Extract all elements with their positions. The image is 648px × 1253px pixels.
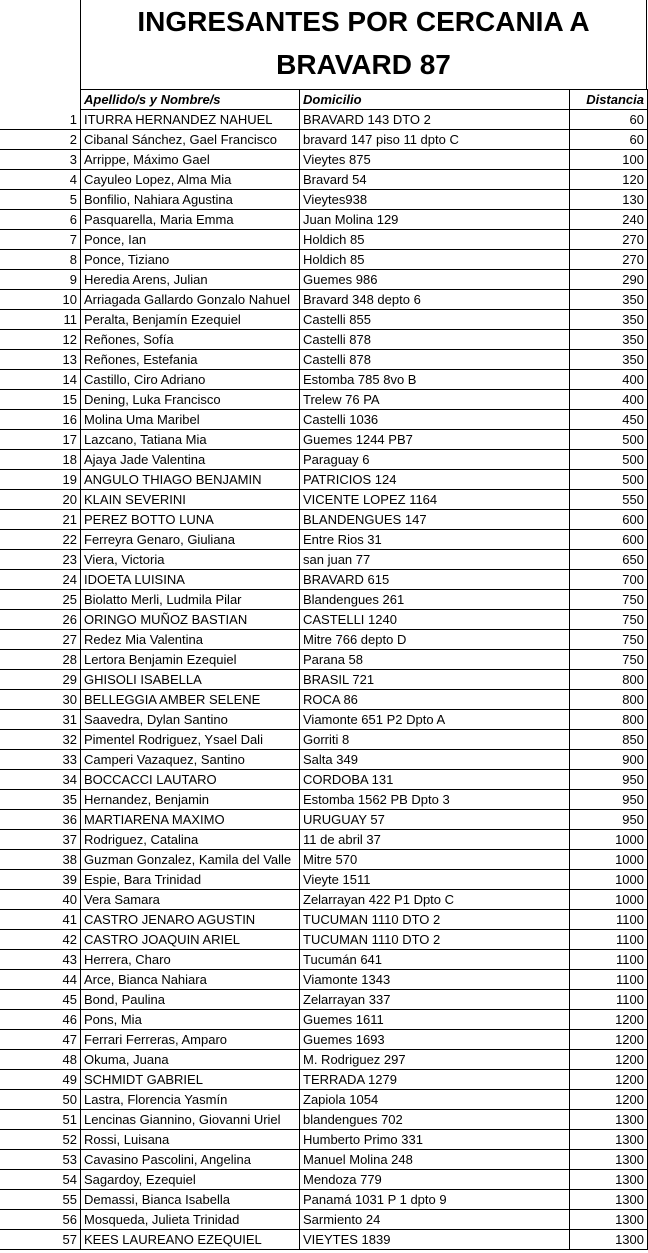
cell-name[interactable]: Lastra, Florencia Yasmín — [81, 1090, 300, 1110]
row-number[interactable]: 4 — [0, 170, 81, 190]
row-number[interactable]: 41 — [0, 910, 81, 930]
cell-name[interactable]: Reñones, Estefania — [81, 350, 300, 370]
table-row — [0, 1010, 648, 1030]
cell-distance[interactable]: 1100 — [570, 930, 648, 950]
cell-distance[interactable]: 1300 — [570, 1170, 648, 1190]
cell-address[interactable]: ROCA 86 — [300, 690, 570, 710]
table-row — [0, 830, 648, 850]
table-row — [0, 150, 648, 170]
cell-address[interactable]: URUGUAY 57 — [300, 810, 570, 830]
cell-address[interactable]: Mitre 570 — [300, 850, 570, 870]
cell-name[interactable]: Espie, Bara Trinidad — [81, 870, 300, 890]
table-row — [0, 990, 648, 1010]
cell-address[interactable]: Castelli 1036 — [300, 410, 570, 430]
cell-distance[interactable]: 500 — [570, 470, 648, 490]
cell-distance[interactable]: 60 — [570, 110, 648, 130]
cell-address[interactable]: Blandengues 261 — [300, 590, 570, 610]
title-line-1: INGRESANTES POR CERCANIA A — [137, 6, 590, 37]
cell-address[interactable]: Parana 58 — [300, 650, 570, 670]
table-row — [0, 570, 648, 590]
table-row — [0, 770, 648, 790]
table-row — [0, 910, 648, 930]
cell-address[interactable]: VICENTE LOPEZ 1164 — [300, 490, 570, 510]
row-number[interactable]: 8 — [0, 250, 81, 270]
cell-distance[interactable]: 550 — [570, 490, 648, 510]
cell-distance[interactable]: 130 — [570, 190, 648, 210]
table-row — [0, 390, 648, 410]
cell-name[interactable]: Reñones, Sofía — [81, 330, 300, 350]
cell-name[interactable]: Ferrari Ferreras, Amparo — [81, 1030, 300, 1050]
cell-address[interactable]: Zelarrayan 422 P1 Dpto C — [300, 890, 570, 910]
row-number[interactable]: 12 — [0, 330, 81, 350]
cell-name[interactable]: Rodriguez, Catalina — [81, 830, 300, 850]
row-number[interactable]: 39 — [0, 870, 81, 890]
row-number[interactable]: 47 — [0, 1030, 81, 1050]
cell-distance[interactable]: 750 — [570, 650, 648, 670]
cell-distance[interactable]: 1200 — [570, 1070, 648, 1090]
row-number[interactable]: 55 — [0, 1190, 81, 1210]
table-row — [0, 1190, 648, 1210]
row-number[interactable]: 17 — [0, 430, 81, 450]
cell-distance[interactable]: 350 — [570, 290, 648, 310]
row-number[interactable]: 51 — [0, 1110, 81, 1130]
cell-address[interactable]: Vieytes938 — [300, 190, 570, 210]
cell-distance[interactable]: 400 — [570, 390, 648, 410]
table-row — [0, 1210, 648, 1230]
cell-address[interactable]: Guemes 1693 — [300, 1030, 570, 1050]
cell-name[interactable]: Bonfilio, Nahiara Agustina — [81, 190, 300, 210]
row-number[interactable]: 46 — [0, 1010, 81, 1030]
cell-name[interactable]: Lencinas Giannino, Giovanni Uriel — [81, 1110, 300, 1130]
header-name[interactable]: Apellido/s y Nombre/s — [81, 90, 300, 110]
cell-address[interactable]: BRAVARD 615 — [300, 570, 570, 590]
row-number[interactable]: 7 — [0, 230, 81, 250]
cell-name[interactable]: CASTRO JENARO AGUSTIN — [81, 910, 300, 930]
cell-address[interactable]: Viamonte 651 P2 Dpto A — [300, 710, 570, 730]
cell-name[interactable]: Pons, Mia — [81, 1010, 300, 1030]
cell-name[interactable]: Guzman Gonzalez, Kamila del Valle — [81, 850, 300, 870]
cell-address[interactable]: VIEYTES 1839 — [300, 1230, 570, 1250]
cell-name[interactable]: Peralta, Benjamín Ezequiel — [81, 310, 300, 330]
cell-name[interactable]: Lertora Benjamin Ezequiel — [81, 650, 300, 670]
table-row — [0, 750, 648, 770]
cell-distance[interactable]: 600 — [570, 530, 648, 550]
cell-distance[interactable]: 750 — [570, 630, 648, 650]
cell-name[interactable]: Hernandez, Benjamin — [81, 790, 300, 810]
table-row — [0, 650, 648, 670]
cell-distance[interactable]: 350 — [570, 310, 648, 330]
cell-name[interactable]: Arce, Bianca Nahiara — [81, 970, 300, 990]
row-number[interactable]: 10 — [0, 290, 81, 310]
cell-address[interactable]: Trelew 76 PA — [300, 390, 570, 410]
row-number[interactable]: 22 — [0, 530, 81, 550]
cell-name[interactable]: Demassi, Bianca Isabella — [81, 1190, 300, 1210]
cell-address[interactable]: Tucumán 641 — [300, 950, 570, 970]
cell-distance[interactable]: 1000 — [570, 850, 648, 870]
cell-address[interactable]: Zapiola 1054 — [300, 1090, 570, 1110]
table-row — [0, 270, 648, 290]
row-number[interactable]: 1 — [0, 110, 81, 130]
cell-name[interactable]: KLAIN SEVERINI — [81, 490, 300, 510]
cell-address[interactable]: Zelarrayan 337 — [300, 990, 570, 1010]
cell-distance[interactable]: 1300 — [570, 1150, 648, 1170]
cell-name[interactable]: ITURRA HERNANDEZ NAHUEL — [81, 110, 300, 130]
cell-address[interactable]: Vieytes 875 — [300, 150, 570, 170]
cell-name[interactable]: KEES LAUREANO EZEQUIEL — [81, 1230, 300, 1250]
cell-address[interactable]: Entre Rios 31 — [300, 530, 570, 550]
row-number[interactable]: 48 — [0, 1050, 81, 1070]
row-number[interactable]: 6 — [0, 210, 81, 230]
row-number[interactable]: 38 — [0, 850, 81, 870]
cell-name[interactable]: ORINGO MUÑOZ BASTIAN — [81, 610, 300, 630]
table-row — [0, 710, 648, 730]
cell-name[interactable]: Ajaya Jade Valentina — [81, 450, 300, 470]
table-row — [0, 930, 648, 950]
table-row — [0, 970, 648, 990]
table-row — [0, 1170, 648, 1190]
row-number[interactable]: 19 — [0, 470, 81, 490]
cell-address[interactable]: blandengues 702 — [300, 1110, 570, 1130]
cell-distance[interactable]: 60 — [570, 130, 648, 150]
cell-distance[interactable]: 1100 — [570, 990, 648, 1010]
cell-distance[interactable]: 1100 — [570, 950, 648, 970]
row-number[interactable]: 2 — [0, 130, 81, 150]
cell-address[interactable]: Bravard 348 depto 6 — [300, 290, 570, 310]
students-table — [0, 89, 648, 1250]
table-row — [0, 1090, 648, 1110]
cell-distance[interactable]: 1300 — [570, 1190, 648, 1210]
row-number[interactable]: 52 — [0, 1130, 81, 1150]
cell-distance[interactable]: 900 — [570, 750, 648, 770]
cell-address[interactable]: Castelli 878 — [300, 350, 570, 370]
cell-name[interactable]: Cavasino Pascolini, Angelina — [81, 1150, 300, 1170]
cell-name[interactable]: PEREZ BOTTO LUNA — [81, 510, 300, 530]
cell-distance[interactable]: 500 — [570, 430, 648, 450]
cell-name[interactable]: Molina Uma Maribel — [81, 410, 300, 430]
cell-distance[interactable]: 450 — [570, 410, 648, 430]
cell-name[interactable]: Biolatto Merli, Ludmila Pilar — [81, 590, 300, 610]
row-number[interactable]: 37 — [0, 830, 81, 850]
cell-distance[interactable]: 1100 — [570, 910, 648, 930]
cell-address[interactable]: Vieyte 1511 — [300, 870, 570, 890]
row-number[interactable]: 56 — [0, 1210, 81, 1230]
row-number[interactable]: 44 — [0, 970, 81, 990]
table-row — [0, 590, 648, 610]
cell-distance[interactable]: 240 — [570, 210, 648, 230]
cell-distance[interactable]: 1300 — [570, 1210, 648, 1230]
cell-address[interactable]: TUCUMAN 1110 DTO 2 — [300, 910, 570, 930]
cell-name[interactable]: Heredia Arens, Julian — [81, 270, 300, 290]
row-number[interactable]: 45 — [0, 990, 81, 1010]
table-row — [0, 1050, 648, 1070]
cell-distance[interactable]: 950 — [570, 810, 648, 830]
cell-address[interactable]: Guemes 1244 PB7 — [300, 430, 570, 450]
row-number[interactable]: 57 — [0, 1230, 81, 1250]
cell-name[interactable]: ANGULO THIAGO BENJAMIN — [81, 470, 300, 490]
cell-name[interactable]: Ferreyra Genaro, Giuliana — [81, 530, 300, 550]
cell-name[interactable]: BOCCACCI LAUTARO — [81, 770, 300, 790]
table-row — [0, 330, 648, 350]
row-number[interactable]: 40 — [0, 890, 81, 910]
cell-address[interactable]: Guemes 1611 — [300, 1010, 570, 1030]
cell-address[interactable]: BLANDENGUES 147 — [300, 510, 570, 530]
cell-address[interactable]: Humberto Primo 331 — [300, 1130, 570, 1150]
row-number[interactable]: 27 — [0, 630, 81, 650]
cell-distance[interactable]: 270 — [570, 230, 648, 250]
cell-name[interactable]: CASTRO JOAQUIN ARIEL — [81, 930, 300, 950]
cell-name[interactable]: Saavedra, Dylan Santino — [81, 710, 300, 730]
cell-distance[interactable]: 800 — [570, 710, 648, 730]
cell-address[interactable]: Viamonte 1343 — [300, 970, 570, 990]
row-number[interactable]: 50 — [0, 1090, 81, 1110]
row-number[interactable]: 53 — [0, 1150, 81, 1170]
cell-name[interactable]: Arriagada Gallardo Gonzalo Nahuel — [81, 290, 300, 310]
cell-address[interactable]: Manuel Molina 248 — [300, 1150, 570, 1170]
cell-address[interactable]: Estomba 785 8vo B — [300, 370, 570, 390]
row-number[interactable]: 32 — [0, 730, 81, 750]
table-row — [0, 210, 648, 230]
cell-name[interactable]: Dening, Luka Francisco — [81, 390, 300, 410]
table-row — [0, 810, 648, 830]
cell-distance[interactable]: 1200 — [570, 1090, 648, 1110]
table-row — [0, 450, 648, 470]
cell-name[interactable]: Pasquarella, Maria Emma — [81, 210, 300, 230]
cell-address[interactable]: Castelli 855 — [300, 310, 570, 330]
row-number[interactable]: 3 — [0, 150, 81, 170]
table-row — [0, 790, 648, 810]
row-number[interactable]: 13 — [0, 350, 81, 370]
cell-distance[interactable]: 100 — [570, 150, 648, 170]
cell-name[interactable]: Okuma, Juana — [81, 1050, 300, 1070]
cell-distance[interactable]: 950 — [570, 770, 648, 790]
table-row — [0, 1110, 648, 1130]
cell-address[interactable]: Paraguay 6 — [300, 450, 570, 470]
row-number[interactable]: 15 — [0, 390, 81, 410]
table-row — [0, 130, 648, 150]
cell-distance[interactable]: 650 — [570, 550, 648, 570]
table-row — [0, 1130, 648, 1150]
table-row — [0, 170, 648, 190]
cell-distance[interactable]: 1000 — [570, 890, 648, 910]
table-row — [0, 530, 648, 550]
cell-address[interactable]: 11 de abril 37 — [300, 830, 570, 850]
cell-address[interactable]: Salta 349 — [300, 750, 570, 770]
cell-distance[interactable]: 1000 — [570, 830, 648, 850]
cell-address[interactable]: CORDOBA 131 — [300, 770, 570, 790]
cell-name[interactable]: Arrippe, Máximo Gael — [81, 150, 300, 170]
cell-address[interactable]: BRASIL 721 — [300, 670, 570, 690]
cell-address[interactable]: Bravard 54 — [300, 170, 570, 190]
table-body — [0, 110, 648, 1250]
cell-name[interactable]: Mosqueda, Julieta Trinidad — [81, 1210, 300, 1230]
row-number[interactable]: 24 — [0, 570, 81, 590]
cell-distance[interactable]: 1100 — [570, 970, 648, 990]
row-number[interactable]: 11 — [0, 310, 81, 330]
table-row — [0, 1070, 648, 1090]
cell-name[interactable]: GHISOLI ISABELLA — [81, 670, 300, 690]
cell-name[interactable]: IDOETA LUISINA — [81, 570, 300, 590]
cell-address[interactable]: Juan Molina 129 — [300, 210, 570, 230]
cell-name[interactable]: Camperi Vazaquez, Santino — [81, 750, 300, 770]
table-row — [0, 310, 648, 330]
table-row — [0, 1150, 648, 1170]
row-number[interactable]: 25 — [0, 590, 81, 610]
cell-name[interactable]: Ponce, Ian — [81, 230, 300, 250]
table-row — [0, 670, 648, 690]
cell-name[interactable]: Herrera, Charo — [81, 950, 300, 970]
table-row — [0, 410, 648, 430]
row-number[interactable]: 5 — [0, 190, 81, 210]
table-row — [0, 730, 648, 750]
cell-address[interactable]: BRAVARD 143 DTO 2 — [300, 110, 570, 130]
cell-name[interactable]: Pimentel Rodriguez, Ysael Dali — [81, 730, 300, 750]
cell-name[interactable]: Lazcano, Tatiana Mia — [81, 430, 300, 450]
title-line-2: BRAVARD 87 — [276, 49, 451, 80]
cell-distance[interactable]: 1300 — [570, 1110, 648, 1130]
cell-distance[interactable]: 1300 — [570, 1130, 648, 1150]
header-distance[interactable]: Distancia — [570, 90, 648, 110]
table-row — [0, 350, 648, 370]
cell-address[interactable]: Holdich 85 — [300, 230, 570, 250]
table-row — [0, 690, 648, 710]
cell-distance[interactable]: 700 — [570, 570, 648, 590]
row-number[interactable]: 31 — [0, 710, 81, 730]
cell-distance[interactable]: 400 — [570, 370, 648, 390]
row-number[interactable]: 30 — [0, 690, 81, 710]
table-row — [0, 890, 648, 910]
cell-address[interactable]: Holdich 85 — [300, 250, 570, 270]
row-number[interactable]: 33 — [0, 750, 81, 770]
row-number[interactable]: 20 — [0, 490, 81, 510]
table-row — [0, 550, 648, 570]
table-row — [0, 470, 648, 490]
table-row — [0, 950, 648, 970]
cell-name[interactable]: Sagardoy, Ezequiel — [81, 1170, 300, 1190]
cell-distance[interactable]: 1000 — [570, 870, 648, 890]
cell-address[interactable]: Sarmiento 24 — [300, 1210, 570, 1230]
cell-distance[interactable]: 120 — [570, 170, 648, 190]
cell-name[interactable]: Ponce, Tiziano — [81, 250, 300, 270]
cell-address[interactable]: Mitre 766 depto D — [300, 630, 570, 650]
table-row — [0, 1030, 648, 1050]
row-number[interactable]: 35 — [0, 790, 81, 810]
cell-address[interactable]: Castelli 878 — [300, 330, 570, 350]
cell-address[interactable]: PATRICIOS 124 — [300, 470, 570, 490]
table-row — [0, 370, 648, 390]
cell-address[interactable]: Mendoza 779 — [300, 1170, 570, 1190]
row-number[interactable]: 23 — [0, 550, 81, 570]
cell-name[interactable]: Vera Samara — [81, 890, 300, 910]
cell-distance[interactable]: 750 — [570, 610, 648, 630]
cell-distance[interactable]: 750 — [570, 590, 648, 610]
table-row — [0, 510, 648, 530]
cell-distance[interactable]: 950 — [570, 790, 648, 810]
cell-distance[interactable]: 600 — [570, 510, 648, 530]
table-row — [0, 490, 648, 510]
cell-distance[interactable]: 350 — [570, 350, 648, 370]
cell-distance[interactable]: 1200 — [570, 1030, 648, 1050]
cell-name[interactable]: Rossi, Luisana — [81, 1130, 300, 1150]
cell-address[interactable]: san juan 77 — [300, 550, 570, 570]
row-number[interactable]: 34 — [0, 770, 81, 790]
header-row — [0, 90, 648, 110]
cell-address[interactable]: bravard 147 piso 11 dpto C — [300, 130, 570, 150]
table-row — [0, 610, 648, 630]
cell-address[interactable]: TERRADA 1279 — [300, 1070, 570, 1090]
cell-address[interactable]: Gorriti 8 — [300, 730, 570, 750]
row-number[interactable]: 42 — [0, 930, 81, 950]
table-row — [0, 250, 648, 270]
cell-address[interactable]: CASTELLI 1240 — [300, 610, 570, 630]
cell-name[interactable]: BELLEGGIA AMBER SELENE — [81, 690, 300, 710]
row-number[interactable]: 29 — [0, 670, 81, 690]
row-number[interactable]: 14 — [0, 370, 81, 390]
cell-distance[interactable]: 850 — [570, 730, 648, 750]
cell-distance[interactable]: 800 — [570, 670, 648, 690]
cell-name[interactable]: Castillo, Ciro Adriano — [81, 370, 300, 390]
row-number[interactable]: 9 — [0, 270, 81, 290]
table-row — [0, 230, 648, 250]
row-number[interactable]: 28 — [0, 650, 81, 670]
cell-address[interactable]: Estomba 1562 PB Dpto 3 — [300, 790, 570, 810]
table-row — [0, 1230, 648, 1250]
cell-distance[interactable]: 290 — [570, 270, 648, 290]
cell-name[interactable]: Redez Mia Valentina — [81, 630, 300, 650]
table-row — [0, 110, 648, 130]
table-row — [0, 630, 648, 650]
cell-name[interactable]: Cibanal Sánchez, Gael Francisco — [81, 130, 300, 150]
cell-distance[interactable]: 270 — [570, 250, 648, 270]
cell-address[interactable]: Panamá 1031 P 1 dpto 9 — [300, 1190, 570, 1210]
cell-distance[interactable]: 500 — [570, 450, 648, 470]
header-index — [0, 90, 81, 110]
title-cell[interactable] — [80, 0, 647, 89]
table-row — [0, 870, 648, 890]
cell-distance[interactable]: 1300 — [570, 1230, 648, 1250]
row-number[interactable]: 16 — [0, 410, 81, 430]
row-number[interactable]: 49 — [0, 1070, 81, 1090]
cell-distance[interactable]: 800 — [570, 690, 648, 710]
cell-address[interactable]: TUCUMAN 1110 DTO 2 — [300, 930, 570, 950]
cell-address[interactable]: Guemes 986 — [300, 270, 570, 290]
cell-address[interactable]: M. Rodriguez 297 — [300, 1050, 570, 1070]
row-number[interactable]: 43 — [0, 950, 81, 970]
cell-name[interactable]: Viera, Victoria — [81, 550, 300, 570]
cell-name[interactable]: Bond, Paulina — [81, 990, 300, 1010]
row-number[interactable]: 18 — [0, 450, 81, 470]
table-row — [0, 290, 648, 310]
cell-distance[interactable]: 1200 — [570, 1050, 648, 1070]
cell-distance[interactable]: 1200 — [570, 1010, 648, 1030]
table-row — [0, 430, 648, 450]
table-row — [0, 850, 648, 870]
row-number[interactable]: 21 — [0, 510, 81, 530]
cell-name[interactable]: SCHMIDT GABRIEL — [81, 1070, 300, 1090]
table-row — [0, 190, 648, 210]
row-number[interactable]: 36 — [0, 810, 81, 830]
row-number[interactable]: 26 — [0, 610, 81, 630]
cell-name[interactable]: MARTIARENA MAXIMO — [81, 810, 300, 830]
cell-name[interactable]: Cayuleo Lopez, Alma Mia — [81, 170, 300, 190]
header-address[interactable]: Domicilio — [300, 90, 570, 110]
cell-distance[interactable]: 350 — [570, 330, 648, 350]
row-number[interactable]: 54 — [0, 1170, 81, 1190]
